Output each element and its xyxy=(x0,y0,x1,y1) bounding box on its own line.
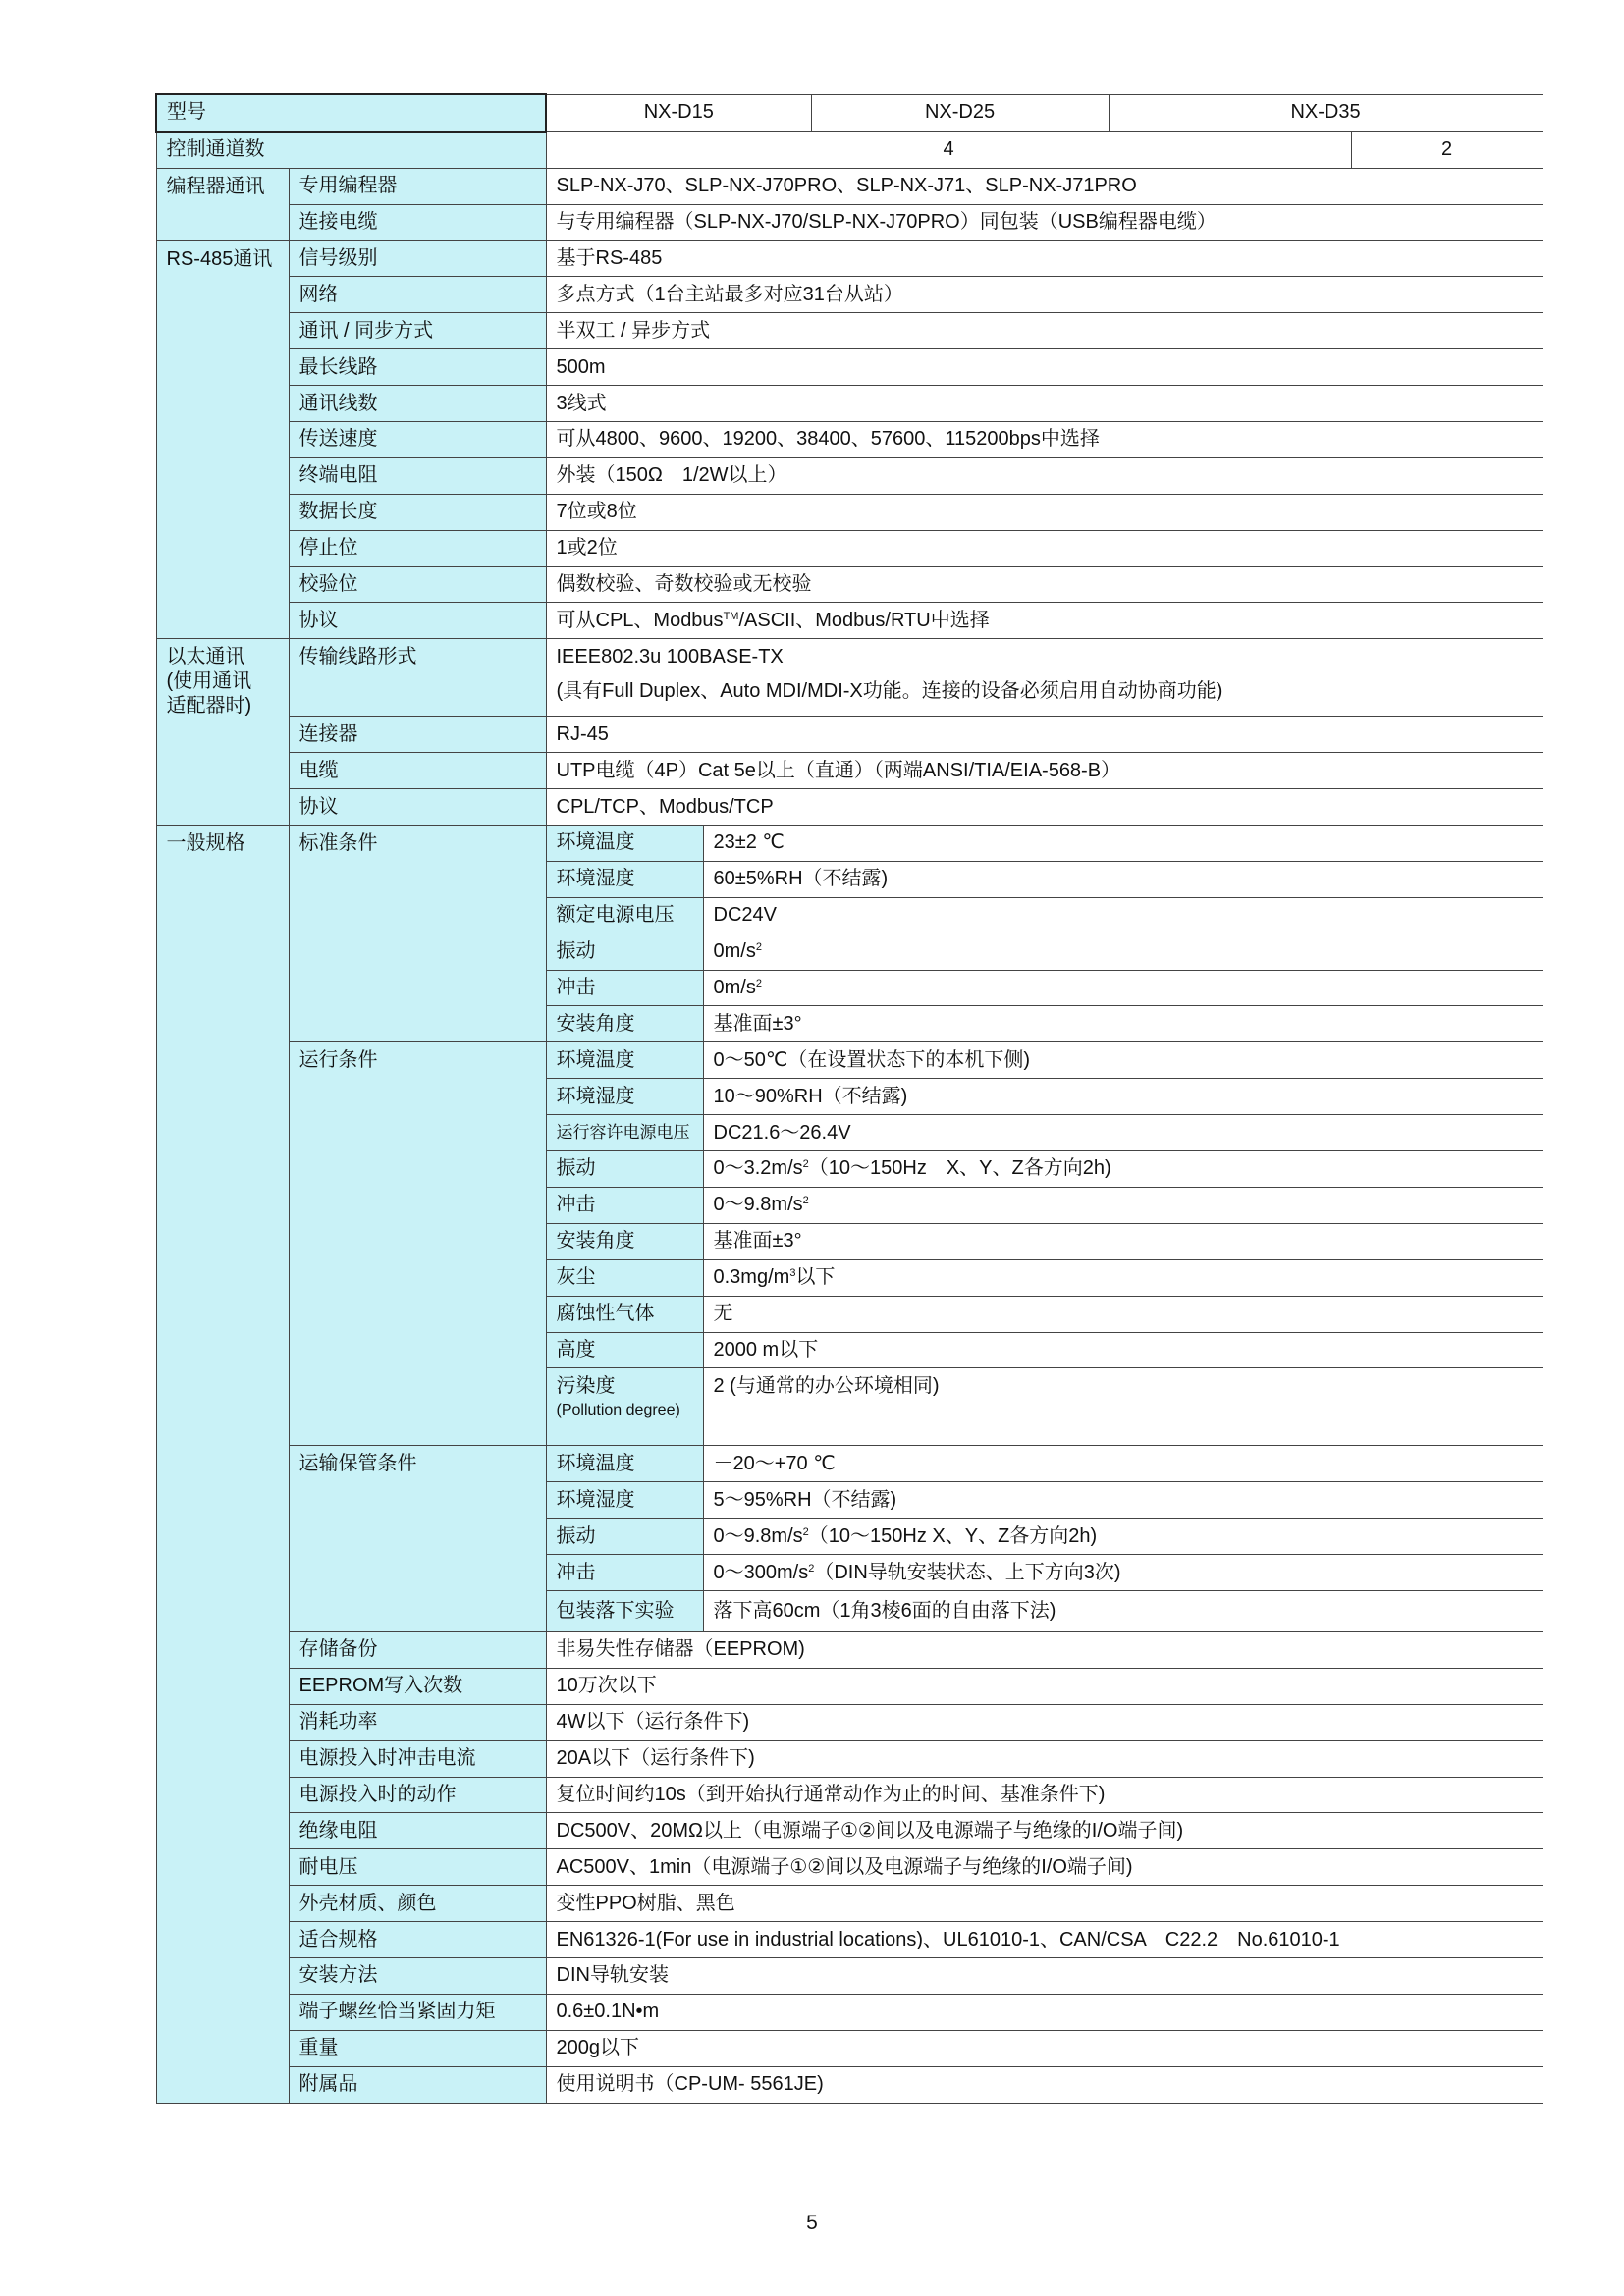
row-label: 协议 xyxy=(289,603,546,639)
row-value-line: (具有Full Duplex、Auto MDI/MDI-X功能。连接的设备必须启用自动协商功能) xyxy=(556,680,1223,703)
pollution-label: 污染度 xyxy=(556,1375,616,1398)
row-label: 存储备份 xyxy=(289,1631,546,1668)
sub-label: 包装落下实验 xyxy=(546,1590,703,1631)
superscript: 2 xyxy=(808,1562,815,1575)
sub-value: 60±5%RH（不结露) xyxy=(703,861,1543,897)
sub-value: DC24V xyxy=(703,897,1543,934)
row-value: 外装（150Ω 1/2W以上） xyxy=(546,457,1543,494)
spec-table xyxy=(155,93,1543,2104)
row-label: 安装方法 xyxy=(289,1957,546,1994)
sub-label: 环境湿度 xyxy=(546,1482,703,1519)
row-value: 非易失性存储器（EEPROM) xyxy=(546,1631,1543,1668)
sub-label: 冲击 xyxy=(546,1187,703,1223)
model-nx-d15: NX-D15 xyxy=(546,94,811,132)
channels-value-d15-d25: 4 xyxy=(546,132,1351,168)
value-text: 0～9.8m/s xyxy=(713,1194,803,1216)
sub-value xyxy=(703,1555,1543,1591)
table-row xyxy=(156,1957,1543,1994)
row-value: 偶数校验、奇数校验或无校验 xyxy=(546,566,1543,603)
row-value: 10万次以下 xyxy=(546,1668,1543,1704)
value-text: 0.3mg/m xyxy=(713,1266,790,1289)
table-row xyxy=(156,1740,1543,1777)
sub-label: 运行容许电源电压 xyxy=(546,1115,703,1151)
row-label: 专用编程器 xyxy=(289,168,546,204)
sub-value: 2000 m以下 xyxy=(703,1332,1543,1368)
row-value: EN61326-1(For use in industrial locations)、UL61010-1、CAN/CSA C22.2 No.61010-1 xyxy=(546,1922,1543,1958)
superscript: 3 xyxy=(789,1267,796,1280)
table-row xyxy=(156,826,1543,862)
row-label: 连接电缆 xyxy=(289,204,546,240)
row-label: 绝缘电阻 xyxy=(289,1813,546,1849)
row-value: SLP-NX-J70、SLP-NX-J70PRO、SLP-NX-J71、SLP-NX-J71PRO xyxy=(546,168,1543,204)
model-row xyxy=(156,94,1543,132)
row-label: 最长线路 xyxy=(289,349,546,386)
sub-value: 23±2 ℃ xyxy=(703,826,1543,862)
row-label: 校验位 xyxy=(289,566,546,603)
superscript: 2 xyxy=(755,941,762,954)
row-label: 通讯线数 xyxy=(289,386,546,422)
sub-label: 环境温度 xyxy=(546,1446,703,1482)
table-row xyxy=(156,1668,1543,1704)
row-value: 变性PPO树脂、黑色 xyxy=(546,1886,1543,1922)
row-value-line: IEEE802.3u 100BASE-TX xyxy=(556,646,784,668)
sub-value: －20～+70 ℃ xyxy=(703,1446,1543,1482)
row-label: EEPROM写入次数 xyxy=(289,1668,546,1704)
sub-label: 环境湿度 xyxy=(546,1079,703,1115)
protocol-text: /ASCII、Modbus/RTU中选择 xyxy=(738,609,990,631)
table-row xyxy=(156,603,1543,639)
row-label: 外壳材质、颜色 xyxy=(289,1886,546,1922)
sub-value: 2 (与通常的办公环境相同) xyxy=(703,1368,1543,1446)
row-value xyxy=(546,603,1543,639)
table-row xyxy=(156,386,1543,422)
row-label: 传送速度 xyxy=(289,422,546,458)
row-label: 连接器 xyxy=(289,717,546,753)
row-value: 基于RS-485 xyxy=(546,240,1543,277)
sub-value: 5～95%RH（不结露) xyxy=(703,1482,1543,1519)
transport-conditions-label: 运输保管条件 xyxy=(289,1446,546,1632)
table-row xyxy=(156,494,1543,530)
sub-label: 振动 xyxy=(546,934,703,970)
row-label: 电源投入时的动作 xyxy=(289,1777,546,1813)
row-label: 通讯 / 同步方式 xyxy=(289,313,546,349)
row-value: 7位或8位 xyxy=(546,494,1543,530)
value-text: 0～9.8m/s xyxy=(713,1524,803,1547)
value-text: 0～300m/s xyxy=(713,1561,809,1583)
table-row xyxy=(156,566,1543,603)
row-label: 消耗功率 xyxy=(289,1704,546,1740)
row-value: CPL/TCP、Modbus/TCP xyxy=(546,789,1543,826)
table-row xyxy=(156,168,1543,204)
channels-label: 控制通道数 xyxy=(156,132,546,168)
model-label: 型号 xyxy=(156,94,546,132)
row-value: 1或2位 xyxy=(546,530,1543,566)
table-row xyxy=(156,717,1543,753)
sub-value: 落下高60cm（1角3棱6面的自由落下法) xyxy=(703,1590,1543,1631)
row-label: 协议 xyxy=(289,789,546,826)
sub-label: 冲击 xyxy=(546,970,703,1006)
sub-label: 冲击 xyxy=(546,1555,703,1591)
table-row xyxy=(156,277,1543,313)
sub-value: 基准面±3° xyxy=(703,1006,1543,1042)
sub-value xyxy=(703,1187,1543,1223)
sub-label: 额定电源电压 xyxy=(546,897,703,934)
ethernet-label-line: 适配器时) xyxy=(166,695,252,718)
sub-value xyxy=(703,1519,1543,1555)
superscript: 2 xyxy=(802,1525,809,1538)
table-row xyxy=(156,313,1543,349)
sub-value: 10～90%RH（不结露) xyxy=(703,1079,1543,1115)
row-label: 信号级别 xyxy=(289,240,546,277)
rs485-section-label: RS-485通讯 xyxy=(156,240,289,639)
channels-row xyxy=(156,132,1543,168)
row-value: UTP电缆（4P）Cat 5e以上（直通）（两端ANSI/TIA/EIA-568-B） xyxy=(546,753,1543,789)
programmer-section-label: 编程器通讯 xyxy=(156,168,289,240)
row-value: 4W以下（运行条件下) xyxy=(546,1704,1543,1740)
operating-conditions-label: 运行条件 xyxy=(289,1042,546,1446)
sub-value xyxy=(703,1259,1543,1296)
row-value: 20A以下（运行条件下) xyxy=(546,1740,1543,1777)
row-value: 200g以下 xyxy=(546,2030,1543,2066)
table-row xyxy=(156,1446,1543,1482)
row-label: 端子螺丝恰当紧固力矩 xyxy=(289,1994,546,2030)
sub-label: 振动 xyxy=(546,1151,703,1188)
table-row xyxy=(156,530,1543,566)
value-text: 以下 xyxy=(795,1266,836,1289)
row-value: DC500V、20MΩ以上（电源端子①②间以及电源端子与绝缘的I/O端子间) xyxy=(546,1813,1543,1849)
table-row xyxy=(156,2066,1543,2103)
sub-value xyxy=(703,934,1543,970)
row-value: 可从4800、9600、19200、38400、57600、115200bps中选择 xyxy=(546,422,1543,458)
sub-value: 基准面±3° xyxy=(703,1223,1543,1259)
sub-value: 无 xyxy=(703,1296,1543,1332)
sub-value: DC21.6～26.4V xyxy=(703,1115,1543,1151)
superscript: 2 xyxy=(755,978,762,990)
sub-label: 安装角度 xyxy=(546,1006,703,1042)
table-row xyxy=(156,789,1543,826)
table-row xyxy=(156,240,1543,277)
row-label: 数据长度 xyxy=(289,494,546,530)
sub-label: 振动 xyxy=(546,1519,703,1555)
ethernet-section-label xyxy=(156,639,289,826)
row-label: 电源投入时冲击电流 xyxy=(289,1740,546,1777)
table-row xyxy=(156,457,1543,494)
table-row xyxy=(156,1922,1543,1958)
row-value: 500m xyxy=(546,349,1543,386)
row-value: 使用说明书（CP-UM- 5561JE) xyxy=(546,2066,1543,2103)
row-value: 3线式 xyxy=(546,386,1543,422)
row-value: 0.6±0.1N•m xyxy=(546,1994,1543,2030)
row-label: 耐电压 xyxy=(289,1849,546,1886)
row-label: 附属品 xyxy=(289,2066,546,2103)
row-value: 多点方式（1台主站最多对应31台从站） xyxy=(546,277,1543,313)
table-row xyxy=(156,2030,1543,2066)
ethernet-label-line: (使用通讯 xyxy=(166,670,252,693)
value-text: 0m/s xyxy=(713,977,756,999)
row-label: 网络 xyxy=(289,277,546,313)
table-row xyxy=(156,1704,1543,1740)
sub-label: 灰尘 xyxy=(546,1259,703,1296)
table-row xyxy=(156,1777,1543,1813)
model-nx-d35: NX-D35 xyxy=(1109,94,1543,132)
row-label: 重量 xyxy=(289,2030,546,2066)
row-value: DIN导轨安装 xyxy=(546,1957,1543,1994)
value-text: （10～150Hz X、Y、Z各方向2h) xyxy=(808,1524,1098,1547)
row-label: 停止位 xyxy=(289,530,546,566)
row-label: 适合规格 xyxy=(289,1922,546,1958)
table-row xyxy=(156,1849,1543,1886)
superscript: 2 xyxy=(802,1158,809,1171)
row-label: 传输线路形式 xyxy=(289,639,546,717)
sub-label xyxy=(546,1368,703,1446)
general-section-label: 一般规格 xyxy=(156,826,289,2104)
sub-label: 环境温度 xyxy=(546,1042,703,1079)
sub-label: 环境温度 xyxy=(546,826,703,862)
sub-value: 0～50℃（在设置状态下的本机下侧) xyxy=(703,1042,1543,1079)
sub-label: 高度 xyxy=(546,1332,703,1368)
sub-value xyxy=(703,1151,1543,1188)
model-nx-d25: NX-D25 xyxy=(811,94,1109,132)
row-value: 与专用编程器（SLP-NX-J70/SLP-NX-J70PRO）同包装（USB编程器电缆） xyxy=(546,204,1543,240)
value-text: 0～3.2m/s xyxy=(713,1157,803,1180)
value-text: （DIN导轨安装状态、上下方向3次) xyxy=(814,1561,1121,1583)
sub-label: 腐蚀性气体 xyxy=(546,1296,703,1332)
trademark-mark: TM xyxy=(723,610,739,622)
table-row xyxy=(156,1813,1543,1849)
row-value: 复位时间约10s（到开始执行通常动作为止的时间、基准条件下) xyxy=(546,1777,1543,1813)
value-text: 0m/s xyxy=(713,940,756,963)
table-row xyxy=(156,639,1543,717)
row-value xyxy=(546,639,1543,717)
table-row xyxy=(156,753,1543,789)
table-row xyxy=(156,1042,1543,1079)
row-value: RJ-45 xyxy=(546,717,1543,753)
protocol-text: 可从CPL、Modbus xyxy=(556,609,724,631)
row-label: 电缆 xyxy=(289,753,546,789)
table-row xyxy=(156,204,1543,240)
sub-label: 环境湿度 xyxy=(546,861,703,897)
row-value: 半双工 / 异步方式 xyxy=(546,313,1543,349)
row-label: 终端电阻 xyxy=(289,457,546,494)
standard-conditions-label: 标准条件 xyxy=(289,826,546,1042)
row-value: AC500V、1min（电源端子①②间以及电源端子与绝缘的I/O端子间) xyxy=(546,1849,1543,1886)
table-row xyxy=(156,422,1543,458)
superscript: 2 xyxy=(802,1195,809,1207)
page-number: 5 xyxy=(806,2212,818,2234)
value-text: （10～150Hz X、Y、Z各方向2h) xyxy=(808,1157,1111,1180)
pollution-sub-label: (Pollution degree) xyxy=(556,1402,680,1419)
table-row xyxy=(156,349,1543,386)
sub-value xyxy=(703,970,1543,1006)
table-row xyxy=(156,1994,1543,2030)
table-row xyxy=(156,1631,1543,1668)
ethernet-label-line: 以太通讯 xyxy=(166,646,245,668)
channels-value-d35: 2 xyxy=(1351,132,1543,168)
sub-label: 安装角度 xyxy=(546,1223,703,1259)
table-row xyxy=(156,1886,1543,1922)
